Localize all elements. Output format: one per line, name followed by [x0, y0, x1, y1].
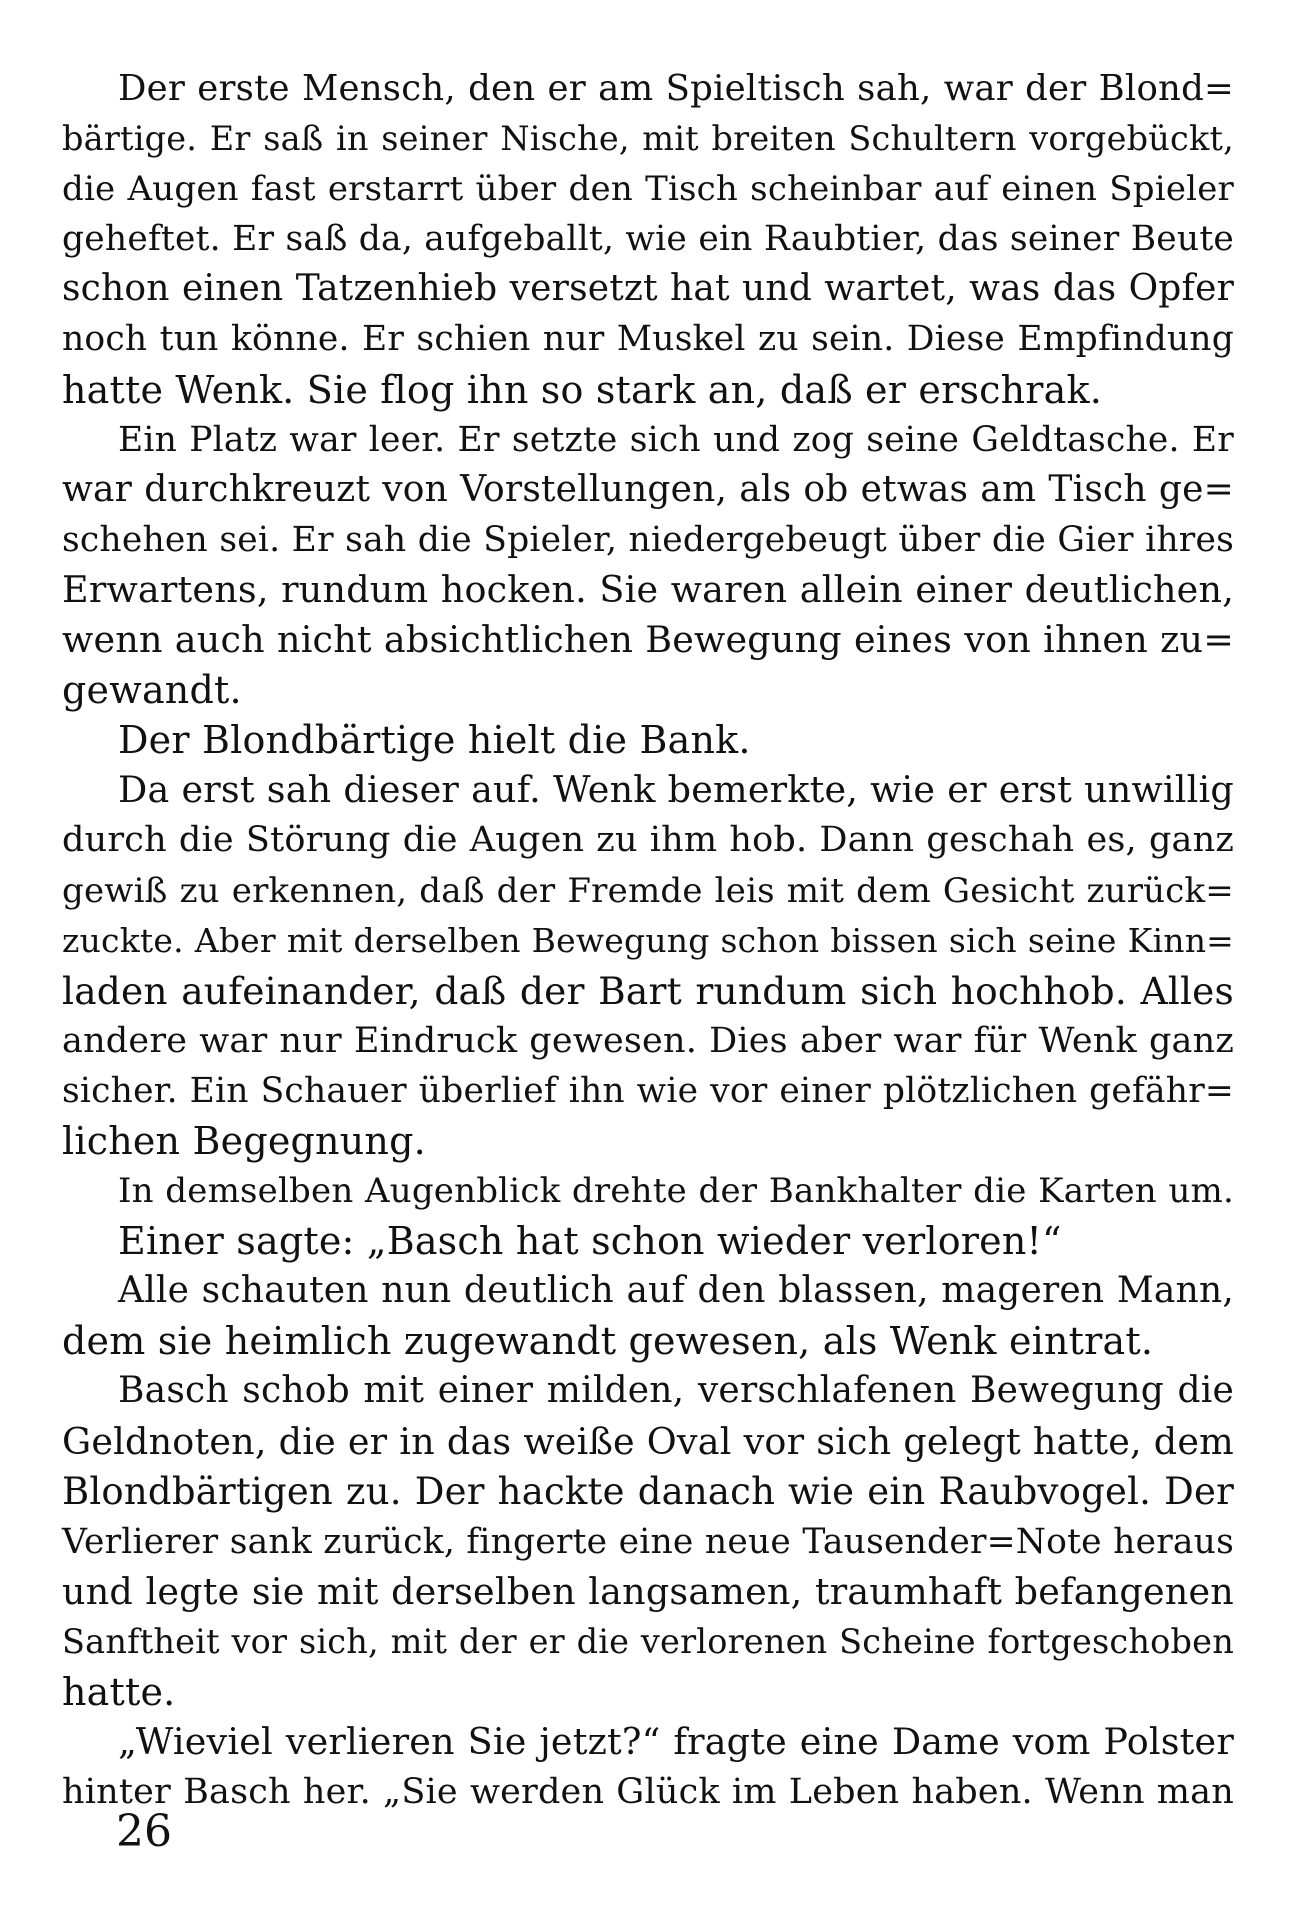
text-line: wenn auch nicht absichtlichen Bewegung eines von ihnen zu=	[62, 618, 1234, 662]
text-line: geheftet. Er saß da, aufgeballt, wie ein Raubtier, das seiner Beute	[62, 219, 1234, 260]
text-line: und legte sie mit derselben langsamen, traumhaft befangenen	[62, 1569, 1234, 1613]
text-line: Der Blondbärtige hielt die Bank.	[118, 718, 751, 763]
text-line: bärtige. Er saß in seiner Nische, mit breiten Schultern vorgebückt,	[62, 119, 1234, 159]
body-text	[62, 64, 1234, 1817]
text-line: Sanftheit vor sich, mit der er die verlorenen Scheine fortgeschoben	[62, 1621, 1234, 1661]
text-line: die Augen fast erstarrt über den Tisch scheinbar auf einen Spieler	[62, 169, 1234, 210]
text-line: gewandt.	[62, 668, 242, 713]
text-line: Da erst sah dieser auf. Wenk bemerkte, wie er erst unwillig	[118, 768, 1234, 812]
text-line: gewiß zu erkennen, daß der Fremde leis mit dem Gesicht zurück=	[62, 870, 1234, 911]
text-line: sicher. Ein Schauer überlief ihn wie vor einer plötzlichen gefähr=	[62, 1070, 1234, 1111]
text-line: Ein Platz war leer. Er setzte sich und zog seine Geldtasche. Er	[118, 419, 1234, 460]
text-line: Verlierer sank zurück, fingerte eine neue Tausender=Note heraus	[62, 1521, 1234, 1562]
page-number: 26	[116, 1806, 172, 1857]
text-line: schon einen Tatzenhieb versetzt hat und wartet, was das Opfer	[62, 268, 1234, 310]
text-line: hatte.	[62, 1670, 176, 1714]
text-line: hatte Wenk. Sie flog ihn so stark an, daß er erschrak.	[62, 367, 1103, 412]
text-line: lichen Begegnung.	[62, 1118, 426, 1163]
text-line: schehen sei. Er sah die Spieler, niedergebeugt über die Gier ihres	[62, 519, 1234, 560]
text-line: Blondbärtigen zu. Der hackte danach wie ein Raubvogel. Der	[62, 1469, 1234, 1513]
text-line: Der erste Mensch, den er am Spieltisch sah, war der Blond=	[118, 68, 1234, 109]
text-line: Einer sagte: „Basch hat schon wieder verloren!“	[118, 1219, 1062, 1264]
text-line: zuckte. Aber mit derselben Bewegung schon bissen sich seine Kinn=	[62, 920, 1234, 960]
text-line: war durchkreuzt von Vorstellungen, als ob etwas am Tisch ge=	[62, 468, 1234, 510]
text-line: Alle schauten nun deutlich auf den blassen, mageren Mann,	[118, 1270, 1234, 1312]
text-line: In demselben Augenblick drehte der Bankhalter die Karten um.	[118, 1171, 1234, 1212]
text-line: andere war nur Eindruck gewesen. Dies aber war für Wenk ganz	[62, 1020, 1234, 1061]
text-line: Geldnoten, die er in das weiße Oval vor sich gelegt hatte, dem	[62, 1419, 1234, 1463]
text-line: dem sie heimlich zugewandt gewesen, als Wenk eintrat.	[62, 1319, 1154, 1364]
text-line: Basch schob mit einer milden, verschlafenen Bewegung die	[118, 1370, 1234, 1412]
text-line: hinter Basch her. „Sie werden Glück im Leben haben. Wenn man	[62, 1772, 1234, 1813]
text-line: durch die Störung die Augen zu ihm hob. Dann geschah es, ganz	[62, 820, 1234, 861]
text-line: laden aufeinander, daß der Bart rundum sich hochhob. Alles	[62, 968, 1234, 1013]
text-line: „Wieviel verlieren Sie jetzt?“ fragte eine Dame vom Polster	[118, 1720, 1234, 1764]
text-line: noch tun könne. Er schien nur Muskel zu sein. Diese Empfindung	[62, 319, 1234, 360]
text-line: Erwartens, rundum hocken. Sie waren allein einer deutlichen,	[62, 567, 1234, 611]
